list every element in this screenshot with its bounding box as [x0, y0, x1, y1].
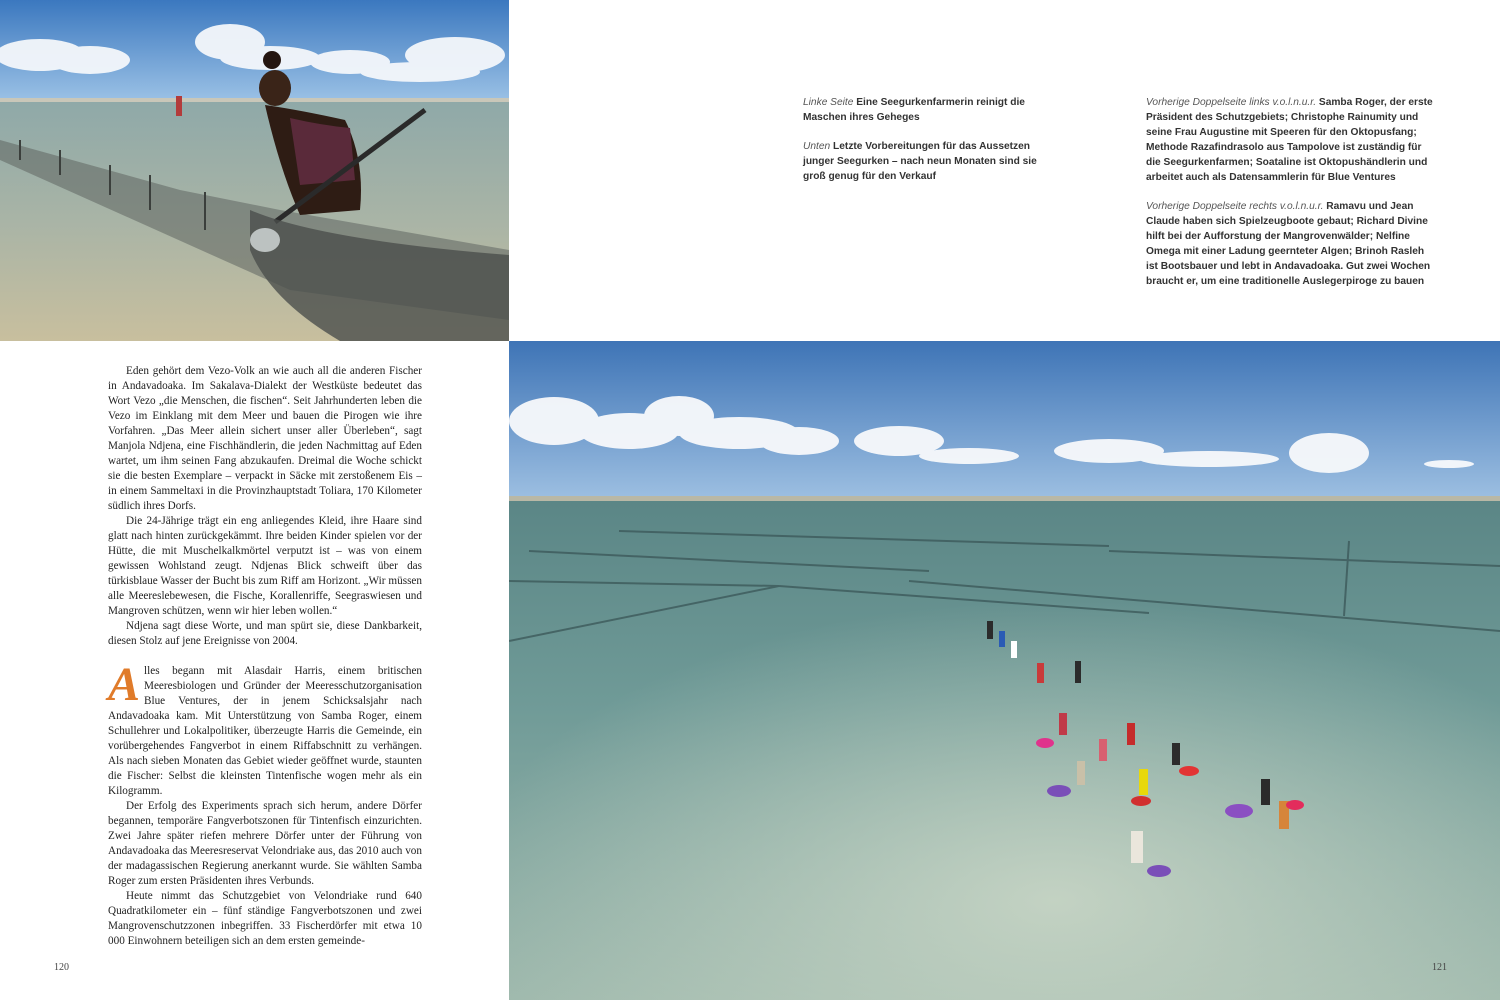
page-number-left: 120 [54, 962, 69, 973]
caption-text: Letzte Vorbereitungen für das Aussetzen junger Seegurken – nach neun Monaten sind sie groß genug für den Verkauf [803, 141, 1037, 182]
body-paragraph: Der Erfolg des Experiments sprach sich herum, andere Dörfer begannen, temporäre Fangverbotszonen für Tintenfisch einzurichten. Zwei Jahre später riefen mehrere Dörfer unter der Führung von Andavadoaka das Meeresreservat Velondriake aus, das 2010 auch von der madagassischen Regierung anerkannt wurde. Sie wählten Samba Roger zum ersten Präsidenten ihres Verbunds. [108, 800, 422, 887]
body-paragraph: Ndjena sagt diese Worte, und man spürt sie, diese Dankbarkeit, diesen Stolz auf jene Ereignisse von 2004. [108, 620, 422, 647]
caption-below [803, 139, 1043, 184]
caption-column-left [803, 95, 1043, 198]
caption-lead: Vorherige Doppelseite rechts v.o.l.n.u.r. [1146, 201, 1324, 212]
caption-text: Samba Roger, der erste Präsident des Schutzgebiets; Christophe Rainumity und seine Frau Augustine mit Speeren für den Oktopusfang; Methode Razafindrasolo aus Tampolove ist zuständig für die Seegurkenfarmen; Soataline ist Oktopushändlerin und arbeitet auch als Datensammlerin für Blue Ventures [1146, 97, 1433, 183]
caption-lead: Unten [803, 141, 831, 152]
caption-previous-left [1146, 95, 1438, 185]
page-number-right: 121 [1432, 962, 1447, 973]
body-paragraph: Heute nimmt das Schutzgebiet von Velondriake rund 640 Quadratkilometer ein – fünf ständige Fangverbotszonen und zwei Mangrovenschutzzonen inbegriffen. 33 Fischerdörfer mit etwa 10 000 Einwohnern beteiligen sich an dem ersten gemeinde- [108, 890, 422, 947]
article-body [108, 364, 422, 949]
sea-farm-photo [509, 341, 1500, 1000]
left-page [0, 0, 509, 1000]
farmer-photo-illustration [0, 0, 509, 341]
sea-farm-photo-illustration [509, 341, 1500, 1000]
caption-lead: Vorherige Doppelseite links v.o.l.n.u.r. [1146, 97, 1317, 108]
caption-text: Ramavu und Jean Claude haben sich Spielzeugboote gebaut; Richard Divine hilft bei der Aufforstung der Mangrovenwälder; Nelfine Omega mit einer Ladung geernteter Algen; Brinoh Rasleh ist Bootsbauer und lebt in Andavadoaka. Gut zwei Wochen braucht er, um eine traditionelle Auslegerpiroge zu bauen [1146, 201, 1431, 287]
caption-text: Eine Seegurkenfarmerin reinigt die Maschen ihres Geheges [803, 97, 1025, 123]
body-paragraph-text: lles begann mit Alasdair Harris, einem britischen Meeresbiologen und Gründer der Meeresschutzorganisation Blue Ventures, der in jenem Schicksalsjahr nach Andavadoaka kam. Mit Unterstützung von Samba Roger, einem Schullehrer und Lokalpolitiker, überzeugte Harris die Gemeinde, ein vorübergehendes Fangverbot in einem Riffabschnitt zu verhängen. Als nach sieben Monaten das Gebiet wieder geöffnet wurde, staunten die Fischer: Selbst die kleinsten Tintenfische wogen mehr als ein Kilogramm. [108, 665, 422, 797]
caption-previous-right [1146, 199, 1438, 289]
caption-left-page [803, 95, 1043, 125]
body-paragraph-with-dropcap [108, 658, 422, 799]
farmer-photo [0, 0, 509, 341]
dropcap: A [108, 658, 141, 711]
right-page [509, 0, 1500, 1000]
body-paragraph: Eden gehört dem Vezo-Volk an wie auch all die anderen Fischer in Andavadoaka. Im Sakalava-Dialekt der Westküste bedeutet das Wort Vezo „die Menschen, die fischen“. Seit Jahrhunderten leben die Vezo im Einklang mit dem Meer und bauen die Pirogen wie ihre Vorfahren. „Das Meer allein sichert unser aller Überleben“, sagt Manjola Ndjena, eine Fischhändlerin, die jeden Nachmittag auf Eden wartet, um ihm seinen Fang abzukaufen. Dreimal die Woche schickt sie die besten Exemplare – verpackt in Säcke mit zerstoßenem Eis – in einem Sammeltaxi in die Provinzhauptstadt Toliara, 170 Kilometer südlich ihres Dorfs. [108, 365, 422, 512]
caption-column-right [1146, 95, 1438, 303]
body-paragraph: Die 24-Jährige trägt ein eng anliegendes Kleid, ihre Haare sind glatt nach hinten zurückgekämmt. Ihre beiden Kinder spielen vor der Hütte, die mit Muschelkalkmörtel verputzt ist – was von einem gewissen Wohlstand zeugt. Ndjenas Blick schweift über das türkisblaue Wasser der Bucht bis zum Riff am Horizont. „Wir müssen alle Meereslebewesen, die Fische, Korallenriffe, Seegraswiesen und Mangroven schützen, wenn wir hier leben wollen.“ [108, 515, 422, 617]
caption-lead: Linke Seite [803, 97, 854, 108]
